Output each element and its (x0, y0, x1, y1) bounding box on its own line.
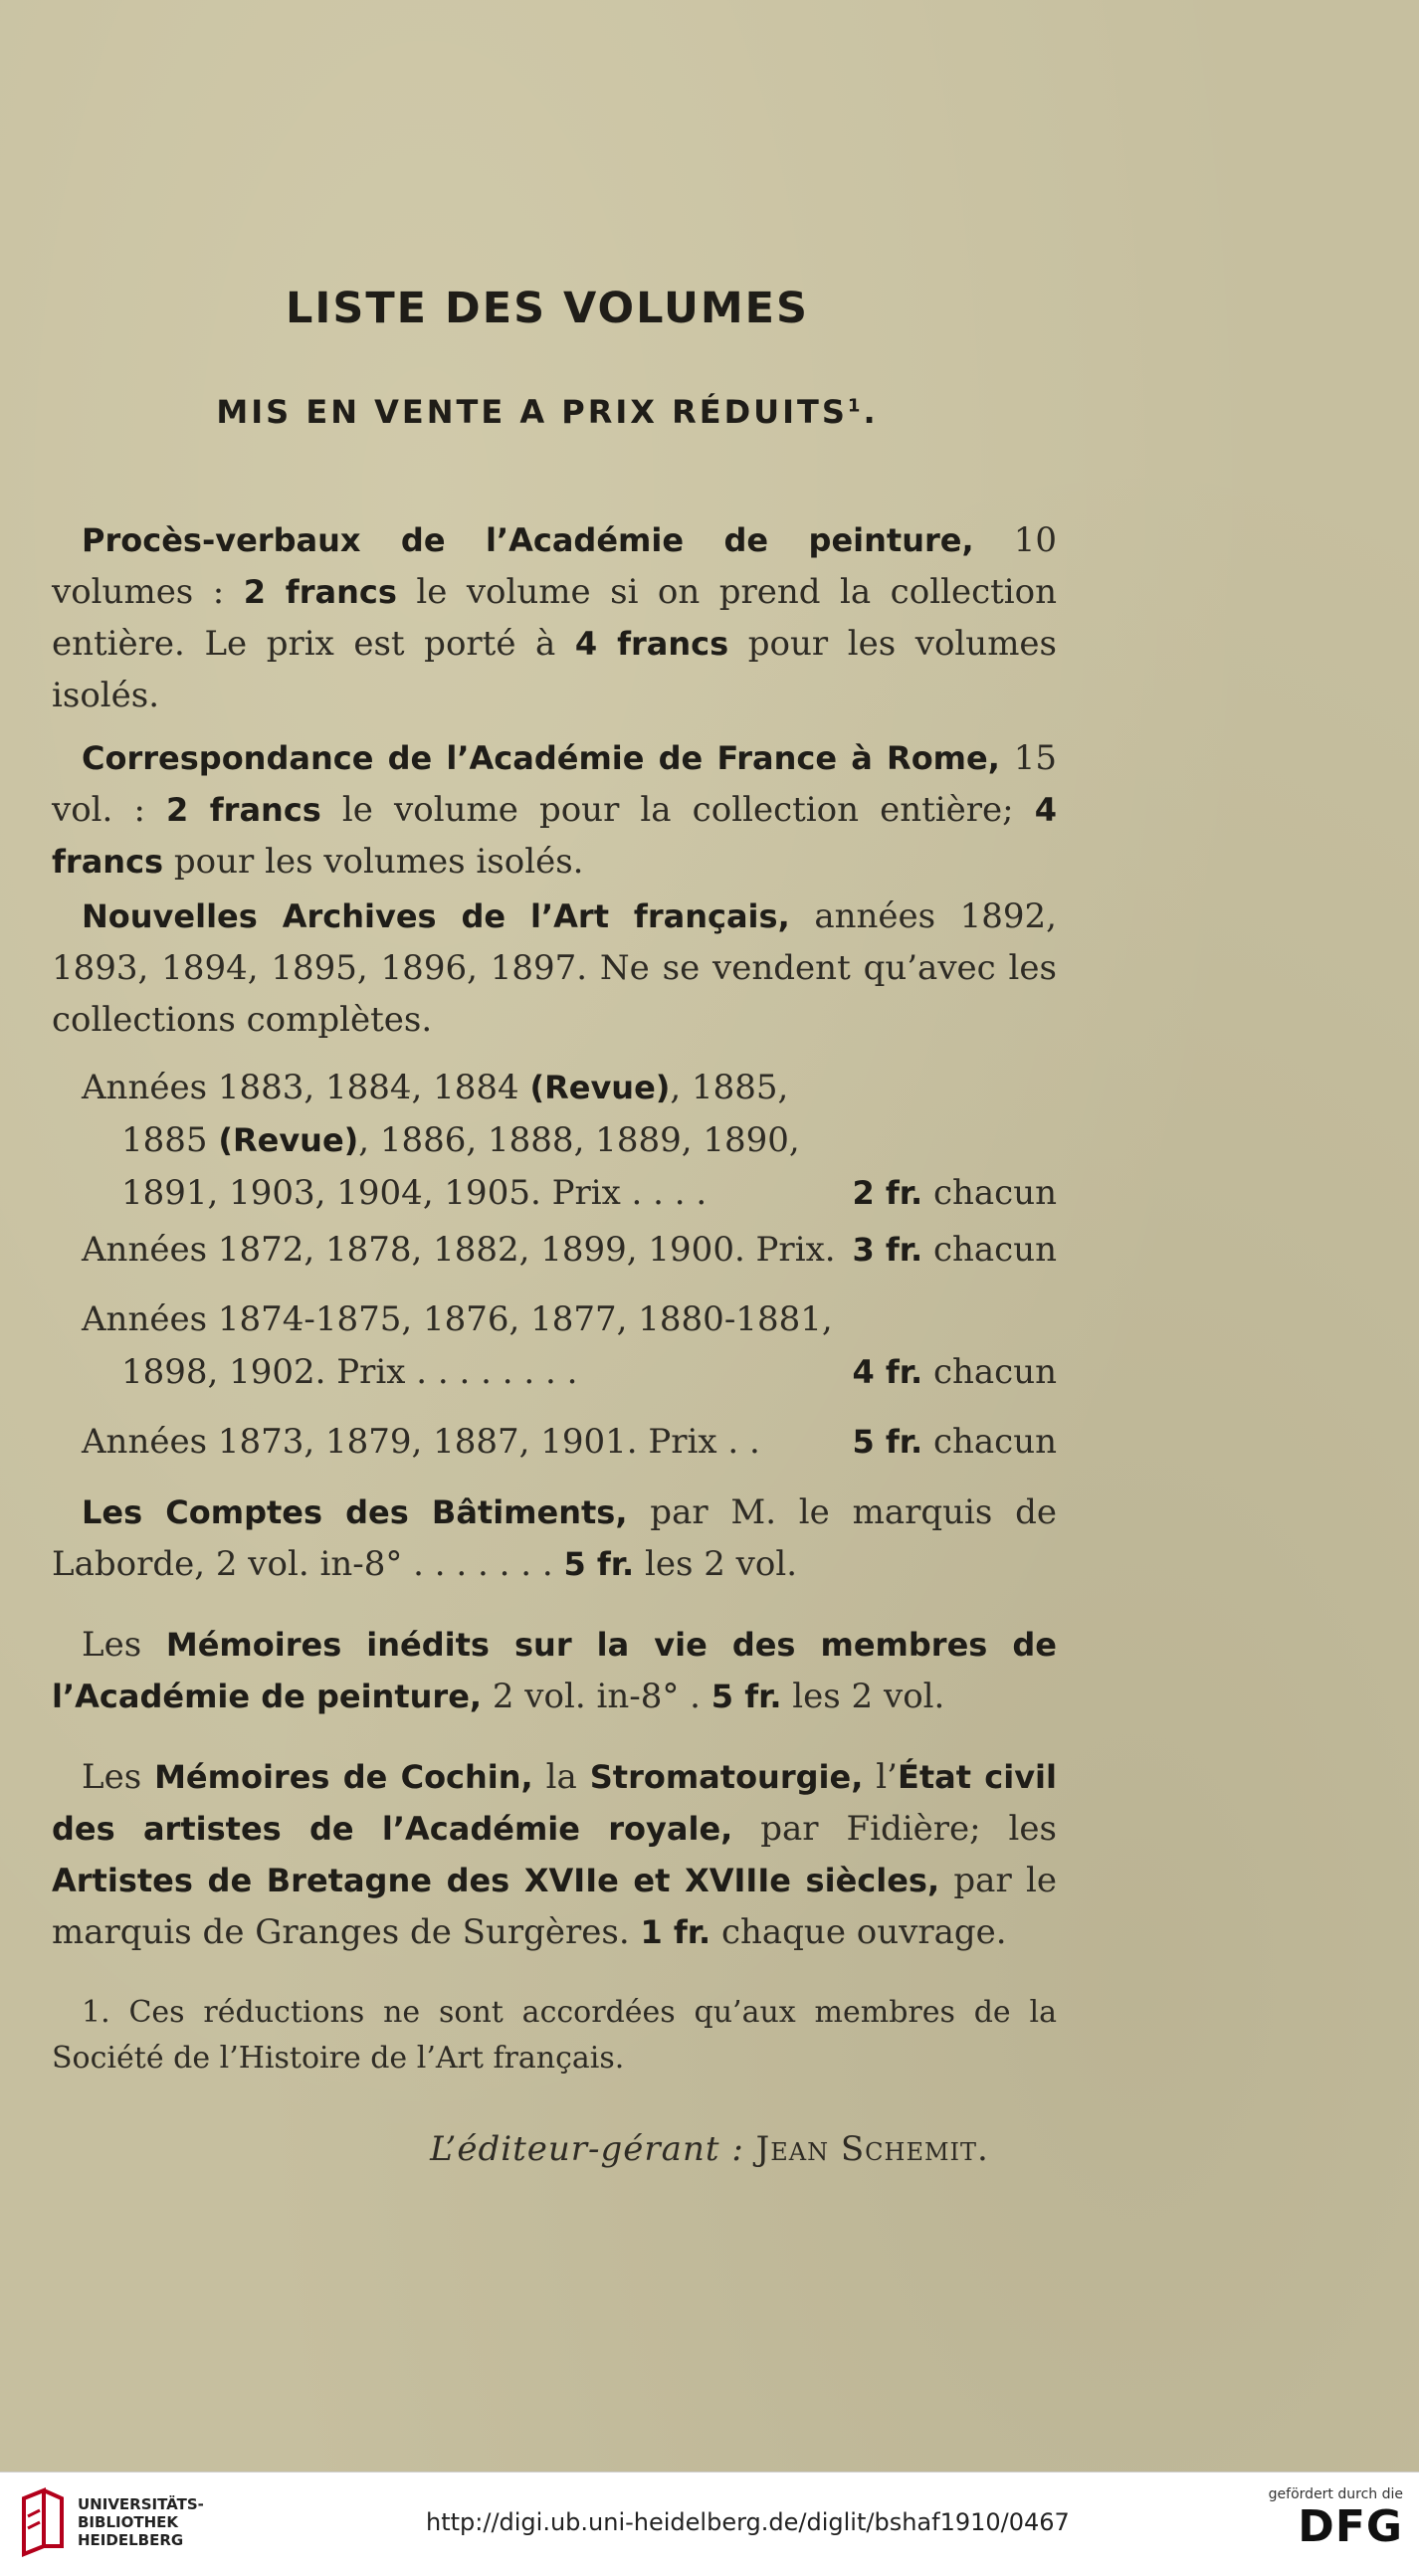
item-title: Procès-verbaux de l’Académie de peinture, (82, 521, 974, 559)
entry-text: Années 1872, 1878, 1882, 1899, 1900. Prix. (82, 1230, 836, 1270)
price: 1 fr. (640, 1913, 711, 1951)
paragraph-memoires-cochin (52, 1751, 1057, 1958)
paragraph-nouvelles-archives (52, 891, 1057, 1046)
library-name-line: BIBLIOTHEK (78, 2513, 178, 2531)
price: 2 francs (243, 573, 397, 611)
entry-line (82, 1114, 1057, 1167)
entry-years-3 (82, 1293, 1057, 1399)
paragraph-memoires-inedits (52, 1619, 1057, 1722)
item-text: 15 vol. : (52, 738, 1058, 830)
item-text: Les (82, 1757, 155, 1797)
entry-bold: (Revue) (218, 1121, 359, 1159)
item-text: les 2 vol. (781, 1677, 945, 1716)
entry-line (82, 1062, 1057, 1114)
entry-text: Années 1874-1875, 1876, 1877, 1880-1881, (82, 1299, 833, 1339)
entry-years-2 (82, 1224, 1057, 1277)
price: 5 fr. (563, 1545, 635, 1583)
paragraph-correspondance (52, 732, 1057, 888)
item-text: pour les volumes isolés. (163, 842, 584, 882)
entry-line (82, 1167, 1057, 1220)
entry-text: Années 1883, 1884, 1884 (82, 1068, 530, 1107)
price: 4 francs (52, 791, 1057, 881)
entry-text: Années 1873, 1879, 1887, 1901. Prix . . (82, 1422, 760, 1462)
entry-line (82, 1346, 1057, 1399)
item-text: par M. le marquis de Laborde, 2 vol. in-8° . . . . . . . (52, 1492, 1058, 1584)
item-text: 2 vol. in-8° . (482, 1677, 711, 1716)
funder-name: DFG (1298, 2501, 1403, 2552)
item-title: Correspondance de l’Académie de France à Rome, (82, 739, 1000, 777)
item-text: les 2 vol. (634, 1544, 798, 1584)
item-text: le volume si on prend la collection entière. Le prix est porté à (52, 572, 1058, 664)
entry-years-4 (82, 1416, 1057, 1469)
library-logo[interactable] (14, 2486, 204, 2558)
item-title: Stromatourgie, (589, 1758, 864, 1796)
item-text: pour les volumes isolés. (52, 624, 1058, 715)
footnote: 1. Ces réductions ne sont accordées qu’aux membres de la Société de l’Histoire de l’Art français. (52, 1995, 1057, 2076)
entry-text: 1898, 1902. Prix . . . . . . . . (121, 1352, 578, 1392)
library-name-line: UNIVERSITÄTS- (78, 2495, 204, 2513)
price: 5 fr. (710, 1678, 782, 1715)
library-name-line: HEIDELBERG (78, 2531, 184, 2549)
entry-text: 1885 (121, 1120, 219, 1160)
dfg-logo[interactable] (1269, 2486, 1403, 2552)
entry-line (82, 1416, 1057, 1469)
entry-text: chacun (922, 1230, 1057, 1270)
viewer-footer (0, 2472, 1419, 2576)
item-text: Les (82, 1625, 166, 1665)
item-title: Nouvelles Archives de l’Art français, (82, 897, 790, 935)
item-title: Les Comptes des Bâtiments, (82, 1493, 628, 1531)
price: 4 fr. (852, 1353, 923, 1391)
entry-text: chacun (922, 1422, 1057, 1462)
entry-price (852, 1346, 1057, 1399)
item-text: années 1892, 1893, 1894, 1895, 1896, 1897. Ne se vendent qu’avec les collections complètes. (52, 896, 1057, 1040)
item-text: chaque ouvrage. (710, 1912, 1007, 1952)
footnote-mark: 1 (847, 395, 864, 417)
library-logo-icon (14, 2486, 70, 2558)
entry-price (852, 1224, 1057, 1277)
item-title: Mémoires inédits sur la vie des membres de l’Académie de peinture, (52, 1626, 1057, 1715)
item-text: par le marquis de Granges de Surgères. (52, 1861, 1058, 1952)
item-text: la (532, 1757, 590, 1797)
paragraph-comptes-batiments (52, 1486, 1057, 1590)
paragraph-proces-verbaux (52, 514, 1057, 721)
entry-line (82, 1224, 1057, 1277)
signature (0, 2129, 1419, 2169)
price: 5 fr. (852, 1423, 923, 1461)
entry-price (852, 1416, 1057, 1469)
item-text: par Fidière; les (732, 1809, 1057, 1849)
entry-text: , 1885, (670, 1068, 789, 1107)
permalink-url[interactable]: http://digi.ub.uni-heidelberg.de/diglit/bshaf1910/0467 (426, 2508, 1070, 2536)
item-text: 10 volumes : (52, 520, 1057, 612)
subtitle-end: . (863, 393, 879, 431)
entry-text: 1891, 1903, 1904, 1905. Prix . . . . (121, 1173, 708, 1213)
entry-text: chacun (922, 1352, 1057, 1392)
page-title: LISTE DES VOLUMES (285, 284, 810, 333)
signature-name: Jean Schemit. (755, 2129, 989, 2169)
price: 4 francs (574, 625, 729, 663)
entry-text: chacun (922, 1173, 1057, 1213)
signature-role: L’éditeur-gérant : (430, 2129, 744, 2169)
page-subtitle (0, 393, 1095, 431)
entry-price (852, 1167, 1057, 1220)
funded-by-label: gefördert durch die (1268, 2486, 1403, 2502)
price: 3 fr. (852, 1231, 923, 1269)
price: 2 francs (166, 791, 321, 829)
item-title: Artistes de Bretagne des XVIIe et XVIIIe siècles, (52, 1862, 940, 1899)
entry-text: , 1886, 1888, 1889, 1890, (358, 1120, 800, 1160)
entry-line (82, 1293, 1057, 1346)
entry-bold: (Revue) (529, 1069, 671, 1106)
entry-years-1 (82, 1062, 1057, 1220)
subtitle-text: MIS EN VENTE A PRIX RÉDUITS (216, 393, 848, 431)
price: 2 fr. (852, 1174, 923, 1212)
item-title: Mémoires de Cochin, (154, 1758, 533, 1796)
library-name (78, 2495, 204, 2549)
item-text: le volume pour la collection entière; (320, 790, 1035, 830)
item-title: État civil des artistes de l’Académie royale, (52, 1758, 1057, 1848)
item-text: l’ (863, 1757, 898, 1797)
